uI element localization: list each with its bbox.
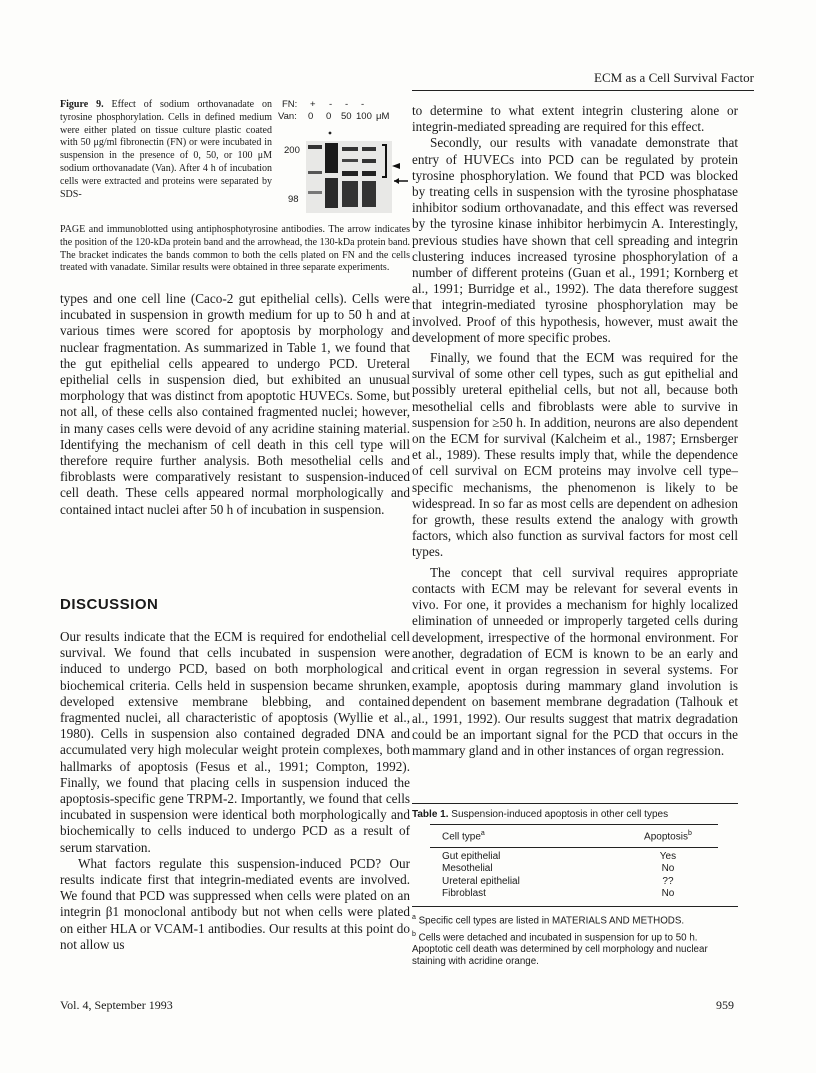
- paragraph: types and one cell line (Caco-2 gut epithelial cells). Cells were incubated in suspension in growth medium for up to 50 h and at various times were scored for apoptosis by morphology and nuclear fragmentation. As summarized in Table 1, we found that the gut epithelial cells appeared to undergo PCD. Ureteral epithelial cells in suspension died, but exhibited an unusual morphology that was distinct from apoptotic HUVECs. Some, but not all, of these cells also contained fragmented nuclei; however, in many cases cells were devoid of any acridine staining material. Identifying the mechanism of cell death in this cell type will therefore require further analysis. Both mesothelial cells and fibroblasts were comparatively resistant to suspension-induced cell death. These cells appeared normal morphologically and contained intact nuclei after 50 h of incubation in suspension.: [60, 291, 410, 517]
- cell-type: Gut epithelial: [442, 850, 501, 862]
- table-row: [430, 888, 718, 904]
- table-title: Suspension-induced apoptosis in other cell types: [451, 809, 669, 820]
- table-1: [412, 803, 738, 968]
- table-label: Table 1.: [412, 809, 449, 820]
- western-blot-figure: [270, 99, 410, 224]
- blot-image: [300, 123, 410, 215]
- van-unit: μM: [376, 111, 390, 122]
- apoptosis-value: Yes: [659, 850, 677, 862]
- running-header: ECM as a Cell Survival Factor: [594, 70, 754, 85]
- table-row: [430, 863, 718, 876]
- marker-98: 98: [288, 194, 299, 205]
- fn-value-1: +: [310, 99, 316, 110]
- paragraph: Our results indicate that the ECM is required for endothelial cell survival. We found that cells incubated in suspension were induced to undergo PCD, based on both morphological and biochemical criteria. Cells held in suspension became shrunken, developed extensive membrane blebbing, and contained fragmented nuclei, all characteristic of apoptosis (Wyllie et al., 1980). Cells in suspension also contained degraded DNA and accumulated very high molecular weight protein complexes, both hallmarks of apoptosis (Fesus et al., 1991; Compton, 1992). Finally, we found that placing cells in suspension induced the apoptosis-specific gene TRPM-2. Importantly, we found that cells incubated in suspension were identical both morphologically and biochemically to cells induced to undergo PCD as a result of serum starvation.: [60, 629, 410, 855]
- figure-caption-text: Effect of sodium orthovanadate on tyrosine phosphorylation. Cells in defined medium were either plated on tissue culture plastic coated with 50 μg/ml fibronectin (FN) or were incubated in suspension in the presence of 0, 50, or 100 μM sodium orthovanadate (Van). After 4 h of incubation cells were extracted and proteins were separated by SDS-: [60, 99, 272, 200]
- figure-caption: [60, 99, 272, 201]
- column-header-apoptosis: Apoptosis$^b$: [644, 830, 692, 843]
- section-heading-discussion: DISCUSSION: [60, 596, 159, 613]
- table-bottom-rule: [412, 906, 738, 907]
- table-header-row: [430, 825, 718, 847]
- apoptosis-value: No: [661, 863, 675, 875]
- table-top-rule: [412, 803, 738, 804]
- table-footnote-b: $^b$ Cells were detached and incubated in suspension for up to 50 h. Apoptotic cell death was determined by cell morphology and nuclear staining with acridine orange.: [412, 931, 708, 968]
- paragraph: Finally, we found that the ECM was required for the survival of some other cell types, such as gut epithelial and possibly ureteral epithelial cells, but not all, because both mesothelial cells and fibroblasts were able to survive in suspension for ≥50 h. In addition, neurons are also dependent on the ECM for survival (Kalcheim et al., 1987; Ernsberger et al., 1989). These results imply that, while the dependence of cell survival on ECM proteins may involve cell type–specific mechanisms, the phenomenon is likely to be widespread. In so far as most cells are dependent on adhesion for growth, these results extend the analogy with growth factors, which also function as survival factors for most cell types.: [412, 350, 738, 560]
- apoptosis-value: No: [661, 888, 675, 900]
- van-value-3: 50: [341, 111, 352, 122]
- fn-label: FN:: [282, 99, 298, 110]
- van-value-2: 0: [326, 111, 332, 122]
- left-column-top: [60, 291, 410, 518]
- fn-value-2: -: [329, 99, 333, 110]
- right-column: [412, 103, 738, 759]
- cell-type: Fibroblast: [442, 888, 486, 900]
- left-column-discussion: [60, 629, 410, 953]
- van-value-4: 100: [356, 111, 372, 122]
- table-caption: [412, 809, 738, 820]
- column-header-cell-type: Cell type$^a$: [442, 830, 485, 843]
- page-number: 959: [716, 998, 734, 1012]
- fn-value-3: -: [345, 99, 349, 110]
- figure-label: Figure 9.: [60, 99, 104, 110]
- van-value-1: 0: [308, 111, 314, 122]
- marker-200: 200: [284, 145, 300, 156]
- paragraph: What factors regulate this suspension-induced PCD? Our results indicate first that integrin-mediated events are involved. We found that PCD was suppressed when cells were plated on an integrin β1 monoclonal antibody but not when cells were plated on either HLA or VCAM-1 antibodies. Our results at this point do not allow us: [60, 855, 410, 952]
- cell-type: Ureteral epithelial: [442, 875, 520, 887]
- fn-value-4: -: [361, 99, 365, 110]
- apoptosis-value: ??: [662, 875, 674, 887]
- table-grid: [430, 825, 718, 904]
- paragraph: Secondly, our results with vanadate demonstrate that entry of HUVECs into PCD can be regulated by protein tyrosine phosphorylation. We found that PCD was blocked by treating cells in suspension with the tyrosine phosphatase inhibitor sodium orthovanadate, and this effect was reversed by the tyrosine kinase inhibitor herbimycin A. Interestingly, previous studies have shown that cell spreading and integrin clustering induces increased tyrosine phosphorylation of a number of different proteins (Guan et al., 1991; Kornberg et al., 1991; Burridge et al., 1992). The data therefore suggest that integrin-mediated tyrosine phosphorylation may be involved. Proof of this hypothesis, however, must await the development of more specific probes.: [412, 135, 738, 345]
- table-footnote-a: $^a$ Specific cell types are listed in MATERIALS AND METHODS.: [412, 913, 685, 927]
- footer-volume: Vol. 4, September 1993: [60, 998, 173, 1012]
- table-row: [430, 847, 718, 863]
- figure-caption-continued: PAGE and immunoblotted using antiphosphotyrosine antibodies. The arrow indicates the position of the 120-kDa protein band and the arrowhead, the 130-kDa protein band. The bracket indicates the bands common to both the cells plated on FN and the cells treated with vanadate. Similar results were obtained in three separate experiments.: [60, 224, 410, 274]
- van-label: Van:: [278, 111, 297, 122]
- paragraph: to determine to what extent integrin clustering alone or integrin-mediated spreading are required for this effect.: [412, 103, 738, 135]
- paragraph: The concept that cell survival requires appropriate contacts with ECM may be relevant for several events in vivo. For one, it provides a mechanism for highly localized elimination of unneeded or improperly targeted cells during development, irrespective of the hormonal environment. For another, degradation of ECM is known to be an early and critical event in organ regression in several systems. For example, apoptosis during mammary gland involution is dependent on basement membrane degradation (Talhouk et al., 1991, 1992). Our results suggest that matrix degradation could be an important signal for the PCD that occurs in the mammary gland and in other instances of organ regression.: [412, 564, 738, 758]
- header-rule: [412, 90, 754, 91]
- table-row: [430, 876, 718, 889]
- cell-type: Mesothelial: [442, 863, 493, 875]
